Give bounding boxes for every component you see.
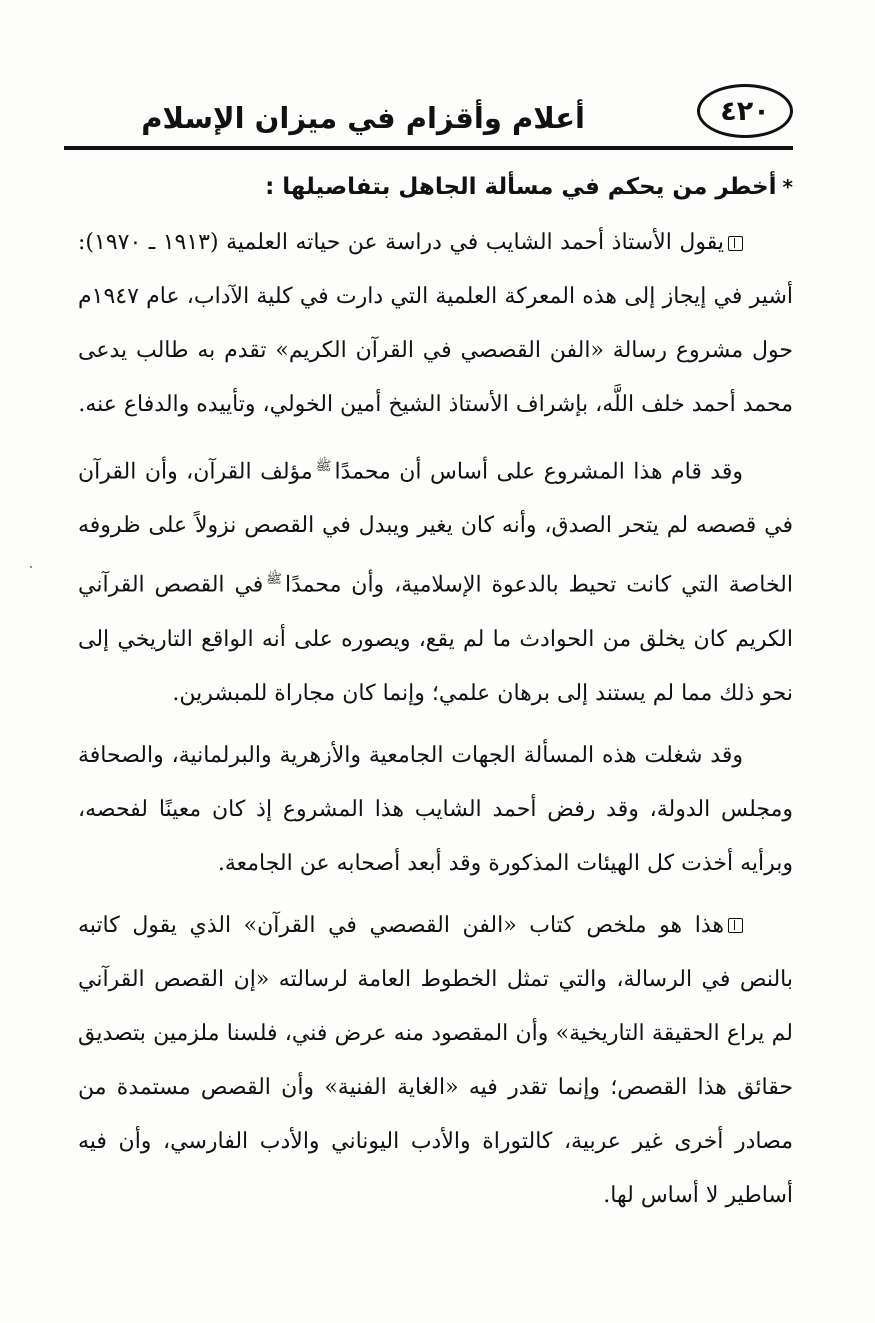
book-icon — [728, 918, 743, 933]
paragraph-4-text: هذا هو ملخص كتاب «الفن القصصي في القرآن» الذي يقول كاتبه بالنص في الرسالة، والتي تمثل الخطوط العامة لرسالته «إن القصص القرآني لم يراع الحقيقة التاريخية» وأن المقصود منه عرض فني، فلسنا ملزمين بتصديق حقائق هذا القصص؛ وإنما تقدر فيه «الغاية الفنية» وأن القصص مستمدة من مصادر أخرى غير عربية، كالتوراة والأدب اليوناني والأدب الفارسي، وأن فيه أساطير لا أساس لها. — [78, 912, 793, 1208]
section-heading-text: أخطر من يحكم في مسألة الجاهل بتفاصيلها : — [265, 174, 777, 200]
book-icon — [728, 236, 743, 251]
star-bullet-icon: * — [782, 175, 793, 199]
book-title: أعلام وأقزام في ميزان الإسلام — [141, 101, 585, 135]
paragraph-4 — [78, 899, 793, 1223]
running-header — [64, 78, 793, 150]
salawat-icon: ﷺ — [266, 572, 283, 588]
paragraph-3-text: وقد شغلت هذه المسألة الجهات الجامعية والأزهرية والبرلمانية، والصحافة ومجلس الدولة، وقد رفض أحمد الشايب هذا المشروع إذ كان معينًا لفحصه، وبرأيه أخذت كل الهيئات المذكورة وقد أبعد أصحابه عن الجامعة. — [78, 742, 793, 876]
scan-speck — [30, 566, 32, 568]
header-rule — [64, 146, 793, 150]
salawat-icon: ﷺ — [315, 459, 332, 474]
page-body — [78, 162, 793, 1231]
paragraph-2-text-c: في القصص القرآني الكريم كان يخلق من الحوادث ما لم يقع، ويصوره على أنه الواقع التاريخي إلى نحو ذلك مما لم يستند إلى برهان علمي؛ وإنما كان مجاراة للمبشرين. — [78, 572, 793, 706]
paragraph-1 — [78, 216, 793, 432]
section-heading — [78, 162, 793, 212]
paragraph-3 — [78, 729, 793, 891]
page-number-badge — [697, 84, 793, 138]
page-number: ٤٢٠ — [720, 95, 770, 127]
paragraph-1-text: يقول الأستاذ أحمد الشايب في دراسة عن حياته العلمية (١٩١٣ ـ ١٩٧٠): أشير في إيجاز إلى هذه المعركة العلمية التي دارت في كلية الآداب، عام ١٩٤٧م حول مشروع رسالة «الفن القصصي في القرآن الكريم» تقدم به طالب يدعى محمد أحمد خلف اللَّه، بإشراف الأستاذ الشيخ أمين الخولي، وتأييده والدفاع عنه. — [78, 230, 793, 417]
paragraph-2-text-b: مؤلف القرآن، وأن القرآن في قصصه لم يتحر الصدق، وأنه كان يغير ويبدل في القصص نزولاً على ظروفه الخاصة التي كانت تحيط بالدعوة الإسلامية، وأن محمدًا — [78, 459, 793, 598]
paragraph-2-text-a: وقد قام هذا المشروع على أساس أن محمدًا — [334, 459, 743, 485]
paragraph-2 — [78, 440, 793, 721]
